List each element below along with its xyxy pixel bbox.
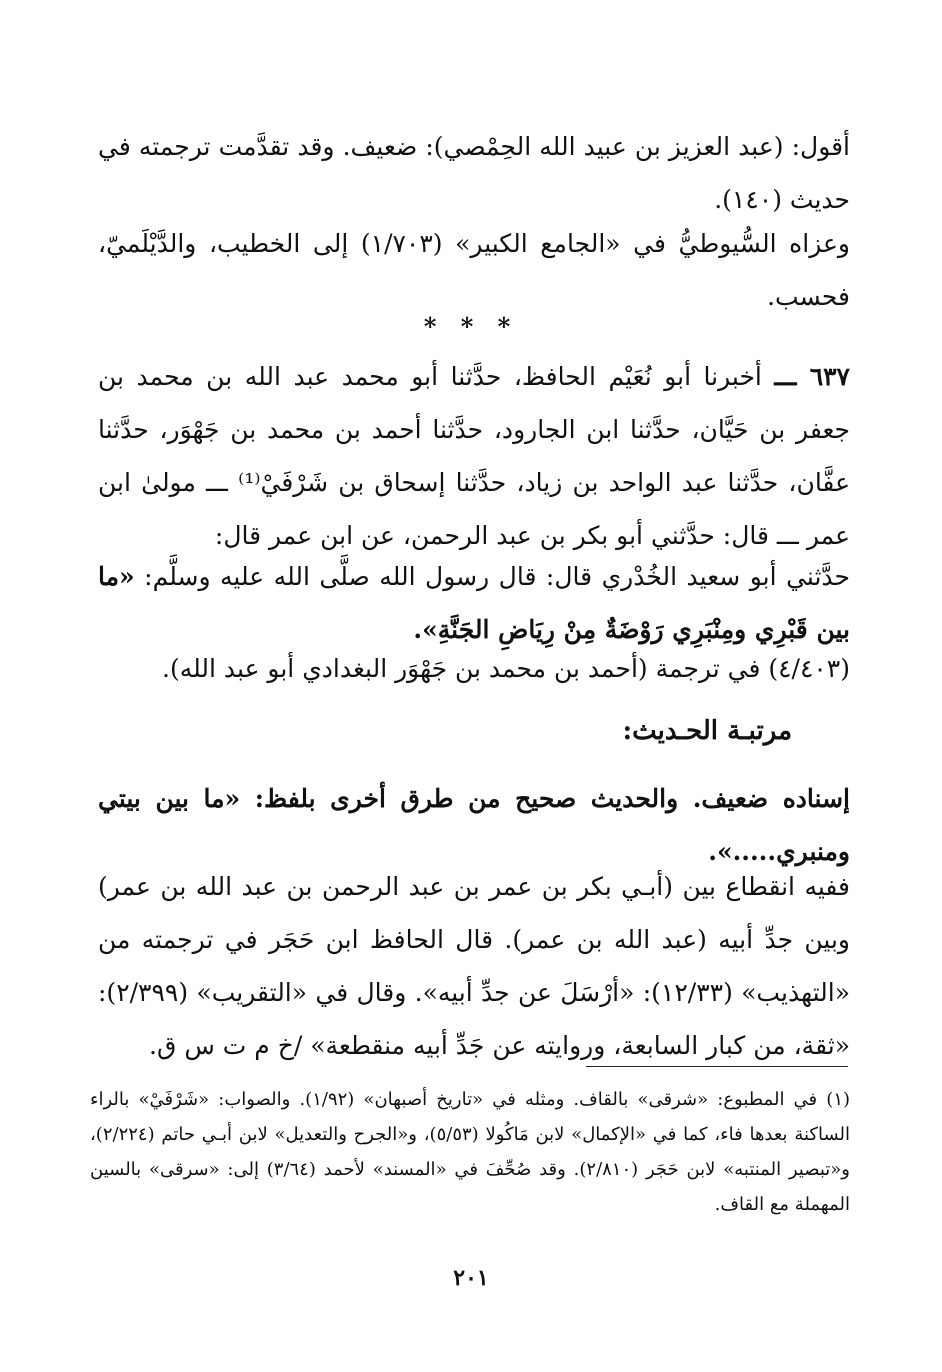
paragraph-text: وعزاه السُّيوطيُّ في «الجامع الكبير» (١/٧٠٣) إلى الخطيب، والدَّيْلَميّ، فحسب.: [98, 229, 850, 311]
grading-text: إسناده ضعيف. والحديث صحيح من طرق أخرى بلفظ: «ما بين بيتي ومنبري.....».: [98, 784, 850, 866]
hadith-isnad: [98, 350, 850, 562]
hadith-matn: [98, 550, 850, 656]
paragraph-author-comment: [98, 120, 850, 226]
isnad-text: أخبرنا أبو نُعَيْم الحافظ، حدَّثنا أبو محمد عبد الله بن محمد بن جعفر بن حَيَّان، حدَّثنا ابن الجارود، حدَّثنا أحمد بن محمد بن جَهْوَر، حدَّثنا عفَّان، حدَّثنا عبد الواحد بن زياد، حدَّثنا إسحاق بن شَرْفَيْ⁽¹⁾ ـــ مولىٰ ابن عمر ـــ قال: حدَّثني أبو بكر بن عبد الرحمن، عن ابن عمر قال:: [98, 362, 850, 550]
footnote-text: (١) في المطبوع: «شرقى» بالقاف. ومثله في «تاريخ أصبهان» (١/٩٢). والصواب: «شَرْفَيْ» بالراء الساكنة بعدها فاء، كما في «الإكمال» لابن مَاكُولا (٥/٥٣)، و«الجرح والتعديل» لابن أبـي حاتم (٢/٢٢٤)، و«تبصير المنتبه» لابن حَجَر (٢/٨١٠). وقد صُحِّفَ في «المسند» لأحمد (٣/٦٤) إلى: «سرقى» بالسين المهملة مع القاف.: [90, 1089, 851, 1215]
explanation-text: ففيه انقطاع بين (أبـي بكر بن عمر بن عبد الرحمن بن عبد الله بن عمر) وبين جدِّ أبيه (عبد الله بن عمر). قال الحافظ ابن حَجَر في ترجمته من «التهذيب» (١٢/٣٣): «أرْسَلَ عن جدِّ أبيه». وقال في «التقريب» (٢/٣٩٩): «ثقة، من كبار السابعة، وروايته عن جَدِّ أبيه منقطعة» /خ م ت س ق.: [98, 872, 850, 1060]
paragraph-attribution: [98, 217, 850, 323]
footnote: [90, 1082, 850, 1222]
section-divider-stars: * * *: [423, 312, 519, 341]
explanation-paragraph: [98, 860, 850, 1072]
page-number: ٢٠١: [453, 1265, 489, 1291]
matn-intro: حدَّثني أبو سعيد الخُدْري قال: قال رسول الله صلَّى الله عليه وسلَّم:: [144, 562, 850, 591]
source-reference: [98, 642, 850, 695]
matn-quote: «ما بين قَبْرِي ومِنْبَرِي رَوْضَةٌ مِنْ رِيَاضِ الجَنَّةِ».: [98, 562, 850, 644]
paragraph-text: أقول: (عبد العزيز بن عبيد الله الحِمْصي): ضعيف. وقد تقدَّمت ترجمته في حديث (١٤٠).: [98, 132, 850, 214]
hadith-number: ٦٣٧ ـــ: [774, 362, 850, 391]
footnote-separator: [586, 1066, 848, 1067]
reference-text: (٤/٤٠٣) في ترجمة (أحمد بن محمد بن جَهْوَر البغدادي أبو عبد الله).: [162, 654, 850, 683]
section-heading: مرتبـة الحـديث:: [622, 716, 792, 746]
